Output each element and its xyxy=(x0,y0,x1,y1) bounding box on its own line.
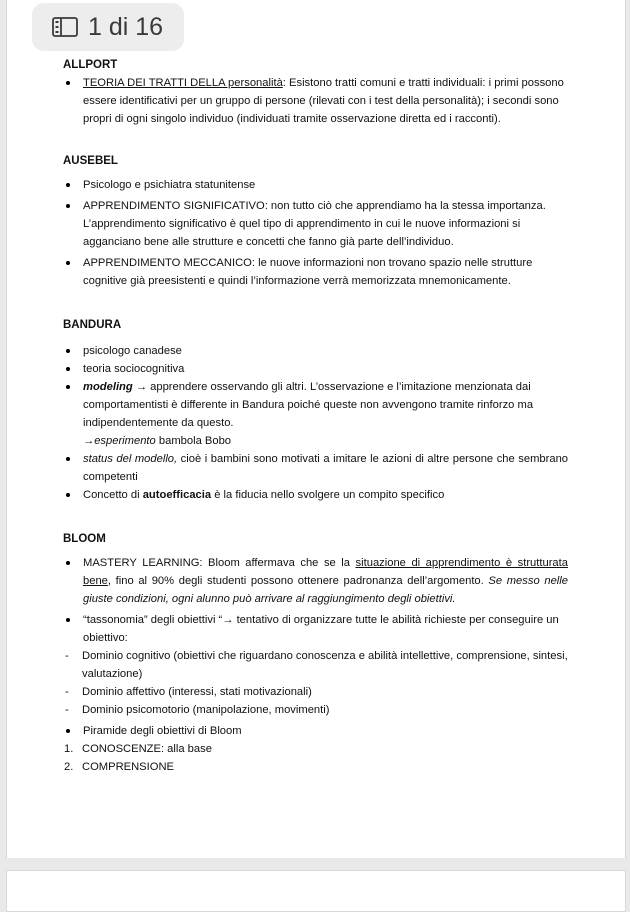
page-counter-text: 1 di 16 xyxy=(88,12,164,41)
list-item: Psicologo e psichiatra statunitense xyxy=(63,176,568,194)
bandura-list xyxy=(63,342,568,504)
list-item: teoria sociocognitiva xyxy=(63,360,568,378)
pyramid-item: 1. CONOSCENZE: alla base xyxy=(64,743,212,755)
domain-item: - Dominio cognitivo (obiettivi che riguardano conoscenza e abilità intellettive, comprensione, sintesi, valutazione) xyxy=(63,647,568,683)
document-content xyxy=(63,56,568,776)
bloom-list xyxy=(63,554,568,776)
arrow-icon: → xyxy=(83,435,95,447)
pyramid-list xyxy=(63,740,568,776)
domain-item: - Dominio psicomotorio (manipolazione, movimenti) xyxy=(63,701,568,719)
list-item: APPRENDIMENTO SIGNIFICATIVO: non tutto ciò che apprendiamo ha la stessa importanza. L’apprendimento significativo è quel tipo di apprendimento in cui le nuove informazioni si agganciano bene alle strutture e concetti che fanno già parte dell’individuo. xyxy=(63,197,568,251)
heading-allport: ALLPORT xyxy=(63,59,118,71)
ausebel-list xyxy=(63,176,568,290)
allport-list xyxy=(63,74,568,128)
heading-bloom: BLOOM xyxy=(63,533,106,545)
page-list-icon xyxy=(52,17,78,37)
next-document-page xyxy=(6,870,626,912)
list-item: psicologo canadese xyxy=(63,342,568,360)
domain-list xyxy=(63,647,568,719)
list-item: status del modello, cioè i bambini sono motivati a imitare le azioni di altre persone che sembrano competenti xyxy=(63,450,568,486)
heading-bandura: BANDURA xyxy=(63,319,122,331)
page-counter-badge[interactable] xyxy=(32,3,184,51)
list-item: MASTERY LEARNING: Bloom affermava che se la situazione di apprendimento è strutturata bene, fino al 90% degli studenti possono ottenere padronanza dell’argomento. Se messo nelle giuste condizioni, ogni alunno può arrivare al raggiungimento degli obiettivi. xyxy=(63,554,568,608)
list-item: “tassonomia” degli obiettivi “→ tentativo di organizzare tutte le abilità richieste per conseguire un obiettivo: - Dominio cognitivo (obiettivi che riguardano conoscenza e abilità intellettive, comprensione, sintesi, valutazione) - Dominio affettivo (interessi, stati motivazionali) - Dominio psicomotorio (manipolazione, movimenti) xyxy=(63,611,568,719)
list-item: modeling → apprendere osservando gli altri. L’osservazione e l’imitazione menzionata dai comportamentisti è differente in Bandura poiché queste non avvengono tramite rinforzo ma indipendentemente da questo. →esperimento bambola Bobo xyxy=(63,378,568,450)
list-item: Concetto di autoefficacia è la fiducia nello svolgere un compito specifico xyxy=(63,486,568,504)
list-item: TEORIA DEI TRATTI DELLA personalità: Esistono tratti comuni e tratti individuali: i primi possono essere identificativi per un gruppo di persone (rilevati con i test della personalità); i secondi sono propri di ogni singolo individuo (individuati tramite osservazione diretta ed i racconti). xyxy=(63,74,568,128)
heading-ausebel: AUSEBEL xyxy=(63,155,118,167)
list-item: APPRENDIMENTO MECCANICO: le nuove informazioni non trovano spazio nelle strutture cognitive già preesistenti e quindi l’informazione verrà memorizzata mnemonicamente. xyxy=(63,254,568,290)
pyramid-item: 2. COMPRENSIONE xyxy=(64,761,174,773)
list-item: Piramide degli obiettivi di Bloom 1. CONOSCENZE: alla base 2. COMPRENSIONE xyxy=(63,722,568,776)
domain-item: - Dominio affettivo (interessi, stati motivazionali) xyxy=(63,683,568,701)
